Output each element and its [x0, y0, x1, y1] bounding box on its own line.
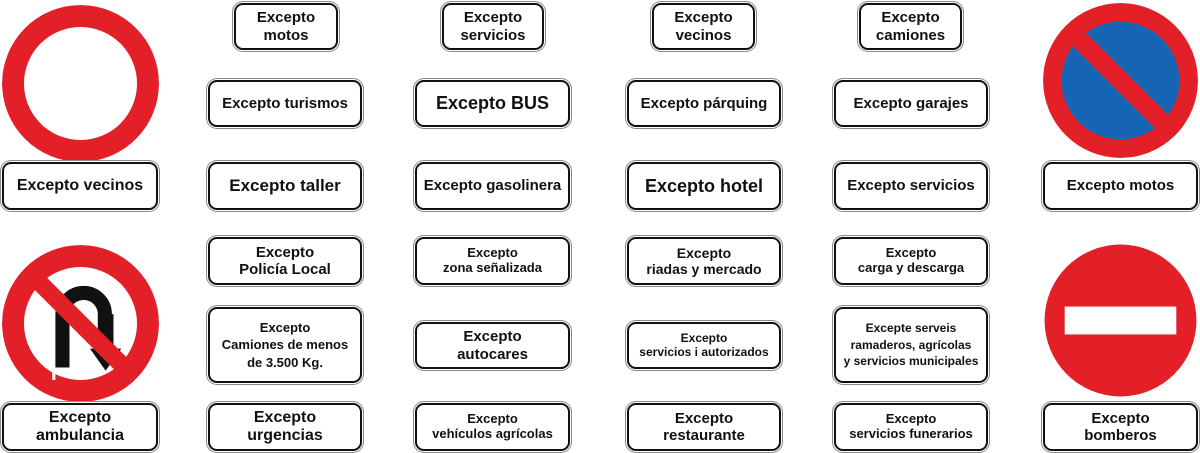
plate-text-line: ambulancia [35, 427, 125, 444]
plate-text-line: vehículos agrícolas [432, 426, 553, 441]
plate-text-line: Excepto gasolinera [423, 177, 562, 195]
plate-text-line: Excepto [463, 328, 522, 346]
plate-excepto-riadas-y-mercado [627, 237, 781, 285]
plate-text-line: Excepte serveis [865, 320, 957, 335]
plate-text-line: Excepto turismos [222, 94, 348, 112]
plate-excepto-bomberos [1043, 403, 1198, 451]
plate-excepto-carga-y-descarga [834, 237, 988, 285]
plate-text-line: Excepto [885, 245, 937, 261]
plate-text-line: Excepto [48, 408, 112, 426]
plate-excepte-serveis-municipales [834, 307, 988, 383]
plate-excepto-servicios-funerarios [834, 403, 988, 451]
plate-text-line: Excepto [467, 411, 518, 427]
plate-text-line: Excepto BUS [435, 93, 550, 114]
plate-text-line: Excepto servicios [847, 177, 975, 195]
plate-text-line: motos [263, 26, 309, 44]
plate-excepto-urgencias [208, 403, 362, 451]
plate-text-line: de 3.500 Kg. [247, 354, 323, 370]
plate-excepto-vecinos [2, 162, 158, 210]
plate-excepto-zona-senalizada [415, 237, 570, 285]
plate-excepto-gasolinera [415, 162, 570, 210]
plate-text-line: Excepto [674, 9, 733, 27]
plate-text-line: Excepto motos [1066, 177, 1175, 195]
plate-excepto-camiones-top [859, 3, 962, 50]
plate-text-line: camiones [875, 26, 946, 44]
plate-excepto-servicios [834, 162, 988, 210]
plate-excepto-vecinos-top [652, 3, 755, 50]
no-u-turn-sign-icon [2, 245, 159, 402]
plate-excepto-motos-top [234, 3, 338, 50]
plate-excepto-restaurante [627, 403, 781, 451]
plate-text-line: Excepto [255, 243, 315, 261]
plate-text-line: bomberos [1084, 427, 1157, 444]
plate-excepto-hotel [627, 162, 781, 210]
plate-text-line: restaurante [663, 427, 745, 444]
plate-text-line: autocares [457, 345, 528, 363]
plate-text-line: Excepto garajes [853, 94, 969, 112]
plate-excepto-policia-local [208, 237, 362, 285]
plate-text-line: Excepto [253, 408, 317, 426]
plate-excepto-turismos [208, 80, 362, 127]
plate-text-line: zona señalizada [443, 260, 542, 275]
plate-excepto-parquing [627, 80, 781, 127]
plate-text-line: riadas y mercado [646, 261, 762, 277]
no-vehicles-sign-icon [2, 5, 159, 162]
plate-excepto-garajes [834, 80, 988, 127]
plate-text-line: Excepto [885, 411, 937, 427]
plate-text-line: urgencias [247, 427, 323, 444]
plate-text-line: servicios funerarios [849, 426, 973, 441]
plate-text-line: y servicios municipales [843, 354, 979, 369]
plate-excepto-camiones-3500 [208, 307, 362, 383]
plate-text-line: vecinos [675, 26, 732, 44]
plate-excepto-autocares [415, 322, 570, 369]
plate-text-line: Camiones de menos [221, 337, 349, 353]
plate-excepto-motos [1043, 162, 1198, 210]
plate-text-line: Excepto párquing [640, 94, 768, 112]
plate-text-line: Excepto [881, 9, 940, 27]
plate-text-line: carga y descarga [857, 260, 965, 275]
plate-excepto-vehiculos-agricolas [415, 403, 570, 451]
plate-text-line: Policía Local [239, 261, 331, 278]
plate-text-line: Excepto [463, 9, 523, 27]
plate-text-line: Excepto [674, 409, 734, 427]
no-entry-sign-icon [1043, 243, 1198, 398]
plate-excepto-ambulancia [2, 403, 158, 451]
plate-excepto-servicios-top [442, 3, 544, 50]
plate-text-line: Excepto [259, 319, 311, 335]
plate-text-line: Excepto [467, 245, 518, 261]
no-parking-sign-icon [1043, 3, 1198, 158]
plate-text-line: Excepto [676, 244, 732, 261]
plate-text-line: servicios i autorizados [639, 344, 769, 359]
plate-text-line: Excepto hotel [644, 175, 764, 196]
plate-text-line: Excepto vecinos [16, 176, 144, 194]
plate-excepto-bus [415, 80, 570, 127]
plate-text-line: Excepto [256, 9, 316, 27]
plate-text-line: Excepto taller [229, 176, 341, 196]
plate-excepto-servicios-autorizados [627, 322, 781, 369]
plate-excepto-taller [208, 162, 362, 210]
plate-text-line: Excepto [680, 330, 728, 345]
plate-text-line: servicios [460, 26, 526, 44]
plate-text-line: Excepto [1091, 409, 1150, 427]
plate-text-line: ramaderos, agrícolas [850, 337, 972, 352]
